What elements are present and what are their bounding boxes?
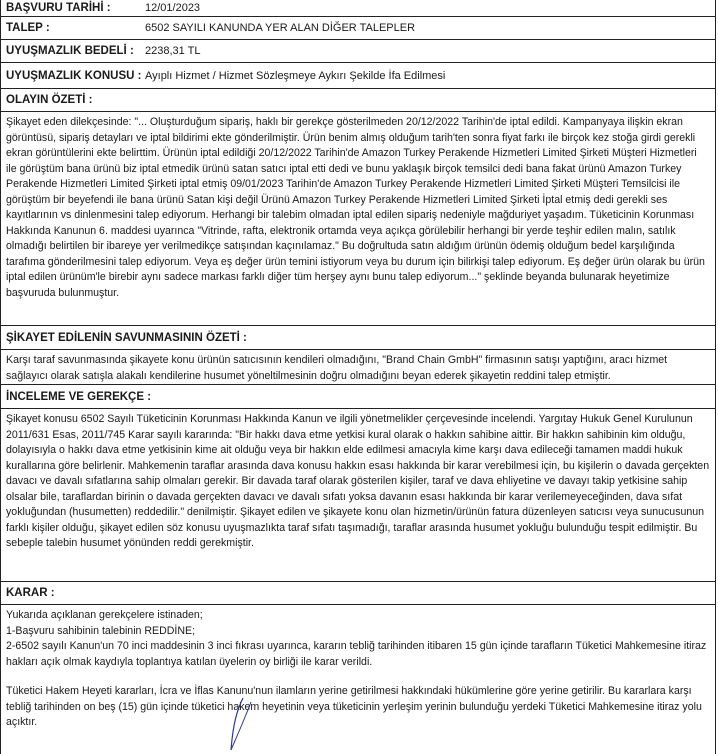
karar-section xyxy=(1,605,715,754)
bedel-label: UYUŞMAZLIK BEDELİ : xyxy=(6,45,134,57)
olay-text: Şikayet eden dilekçesinde: "... Oluşturduğum sipariş, haklı bir gerekçe gösterilmeden 20/12/2022 Tarihin'de iptal edildi. Kampanyaya ilişkin ekran görüntüsü, sipariş detayları ve iptal bildirimi ekte gönderilmiştir. Ürün benim almış olduğum tarih'ten sonra fiyat farkı ile birçok kez stoğa girdi gerekli ekran görüntülerini ekte belirttim. Ürünün iptal edildiği 20/12/2022 Tarihin'de Amazon Turkey Perakende Hizmetleri Limited Şirketi Müşteri Hizmetleri ile görüştüm bana ürünü biz iptal etmedik ürünü satan satıcı iptal etti dedi ve bunu yaklaşık birçok temsilci dedi bana fakat ürünü Amazon Turkey Perakende Hizmetleri Limited Şirketi iptal etmiş 09/01/2023 Tarihin'de Amazon Turkey Perakende Hizmetleri Limited Şirketi Müşteri Temsilcisi ile görüştüm bir beyefendi ile bana ürünü Satan kişi değil Ürünü Amazon Turkey Perakende Hizmetleri Limited Şirketi İptal etmiş dedi gerekli ses kayıtlarının vs dinlenmesini talep ediyorum. Herhangi bir talebim olmadan iptal edilen sipariş nedeniyle mağduriyet yaşadım. Tüketicinin Korunması Hakkında Kanunun 6. maddesi uyarınca "Vitrinde, rafta, elektronik ortamda veya açıkça görülebilir herhangi bir yerde teşhir edilen malın, satılık olmadığı belirtilen bir ibareye yer verilmedikçe satışından kaçınılamaz." Bu doğrultuda satın aldığım ürünün ödemiş olduğum bedel karşılığında tarafıma gönderilmesini talep ediyorum. Veya eş değer ürün temini istiyorum veya bu durum için bilirkişi talep ediyorum. Eş değer ürün olarak bu ürün iptal edilen ürünüm'le birebir aynı sadece markası farklı diğer tüm herşey aynı bunu talep ediyorum..." şeklinde beyanda bulunarak heyetimize başvuruda bulunmuştur. xyxy=(6,116,705,300)
karar-line-1: Yukarıda açıklanan gerekçelere istinaden; xyxy=(6,609,203,621)
konu-label: UYUŞMAZLIK KONUSU : xyxy=(6,69,142,82)
savunma-text: Karşı taraf savunmasında şikayete konu ürünün satıcısının kendileri olmadığını, "Brand Chain GmbH" firmasının satışı yaptığını, aracı hizmet sağlayıcı olarak satışla alakalı kendilerine husumet yöneltilmesinin doğru olmadığını beyan ederek şikayetin reddini talep etmiştir. xyxy=(6,354,668,382)
basvuru-tarihi-label: BAŞVURU TARİHİ : xyxy=(6,2,111,14)
signature-mark xyxy=(223,696,263,752)
olay-section xyxy=(1,112,715,326)
karar-line-3: 2-6502 sayılı Kanun'un 70 inci maddesinin 3 inci fıkrası uyarınca, kararın tebliğ tarihinden itibaren 15 gün içinde tarafların Tüketici Mahkemesine itiraz hakları açık olmak kaydıyla toplantıya katılan üyelerin oy birliği ile karar verildi. xyxy=(6,640,707,668)
bedel-value: 2238,31 TL xyxy=(145,45,201,57)
bedel-row xyxy=(1,40,715,63)
inceleme-heading: İNCELEME VE GEREKÇE : xyxy=(1,385,715,409)
talep-label: TALEP : xyxy=(6,22,50,34)
karar-heading: KARAR : xyxy=(1,582,715,605)
basvuru-tarihi-row xyxy=(1,0,715,17)
karar-line-2: 1-Başvuru sahibinin talebinin REDDİNE; xyxy=(6,624,196,637)
talep-value: 6502 SAYILI KANUNDA YER ALAN DİĞER TALEPLER xyxy=(145,22,416,34)
inceleme-text: Şikayet konusu 6502 Sayılı Tüketicinin Korunması Hakkında Kanun ve ilgili yönetmelikler çerçevesinde incelendi. Yargıtay Hukuk Genel Kurulunun 2011/631 Esas, 2011/745 Karar sayılı kararında: "Bir hakkı dava etme yetkisi kural olarak o hakkın sahibine aittir. Bir hakkın sahibinin kim olduğu, dolayısıyla o hakkı dava etme yetkisinin kime ait olduğu veya bir hakkın elde edilmesi amacıyla kime karşı dava edileceği tamamen maddi hukuk kurallarına göre belirlenir. Mahkemenin taraflar arasında dava konusu hakkın esası hakkında bir karar verebilmesi için, bu kişilerin o davada gerçekten davacı ve davalı sıfatlarına sahip olmaları gerekir. Bir davada taraf olarak gösterilen kişiler, taraf ve dava ehliyetine ve davayı takip yetkisine sahip olsalar bile, taraflardan birinin o davada gerçekten davacı ve davalı sıfatı yoksa davanın esası hakkında bir karar verilemeyeceğinden, dava sıfat yokluğundan (husumetten) reddedilir." denilmiştir. Şikayet edilen ve şikayete konu olan hizmetin/ürünün fatura düzenleyen satıcısı veya sunucusunun farklı kişiler olduğu, şikayet edilen söz konusu uyuşmazlıkta taraf sıfatı taşımadığı, taraflar arasında husumet yokluğu bulunduğu tespit edilmiştir. Bu sebeple talebin husumet yönünden reddi gerekmiştir. xyxy=(6,413,710,550)
inceleme-section xyxy=(1,409,715,582)
konu-value: Ayıplı Hizmet / Hizmet Sözleşmeye Aykırı Şekilde İfa Edilmesi xyxy=(145,69,446,82)
savunma-section xyxy=(1,350,715,385)
talep-row xyxy=(1,17,715,40)
olay-heading: OLAYIN ÖZETİ : xyxy=(1,89,715,112)
basvuru-tarihi-value: 12/01/2023 xyxy=(145,2,201,14)
konu-row xyxy=(1,63,715,89)
savunma-heading: ŞİKAYET EDİLENİN SAVUNMASININ ÖZETİ : xyxy=(1,326,715,350)
karar-line-4: Tüketici Hakem Heyeti kararları, İcra ve İflas Kanunu'nun ilamların yerine getirilmesi hakkındaki hükümlerine göre yerine getirilir. Bu kararlara karşı tebliğ tarihinden on beş (15) gün içinde tüketici hakem heyetinin veya tüketicinin yerleşim yerinin bulunduğu yerdeki Tüketici Mahkemesine itiraz yolu açıktır. xyxy=(6,685,702,729)
